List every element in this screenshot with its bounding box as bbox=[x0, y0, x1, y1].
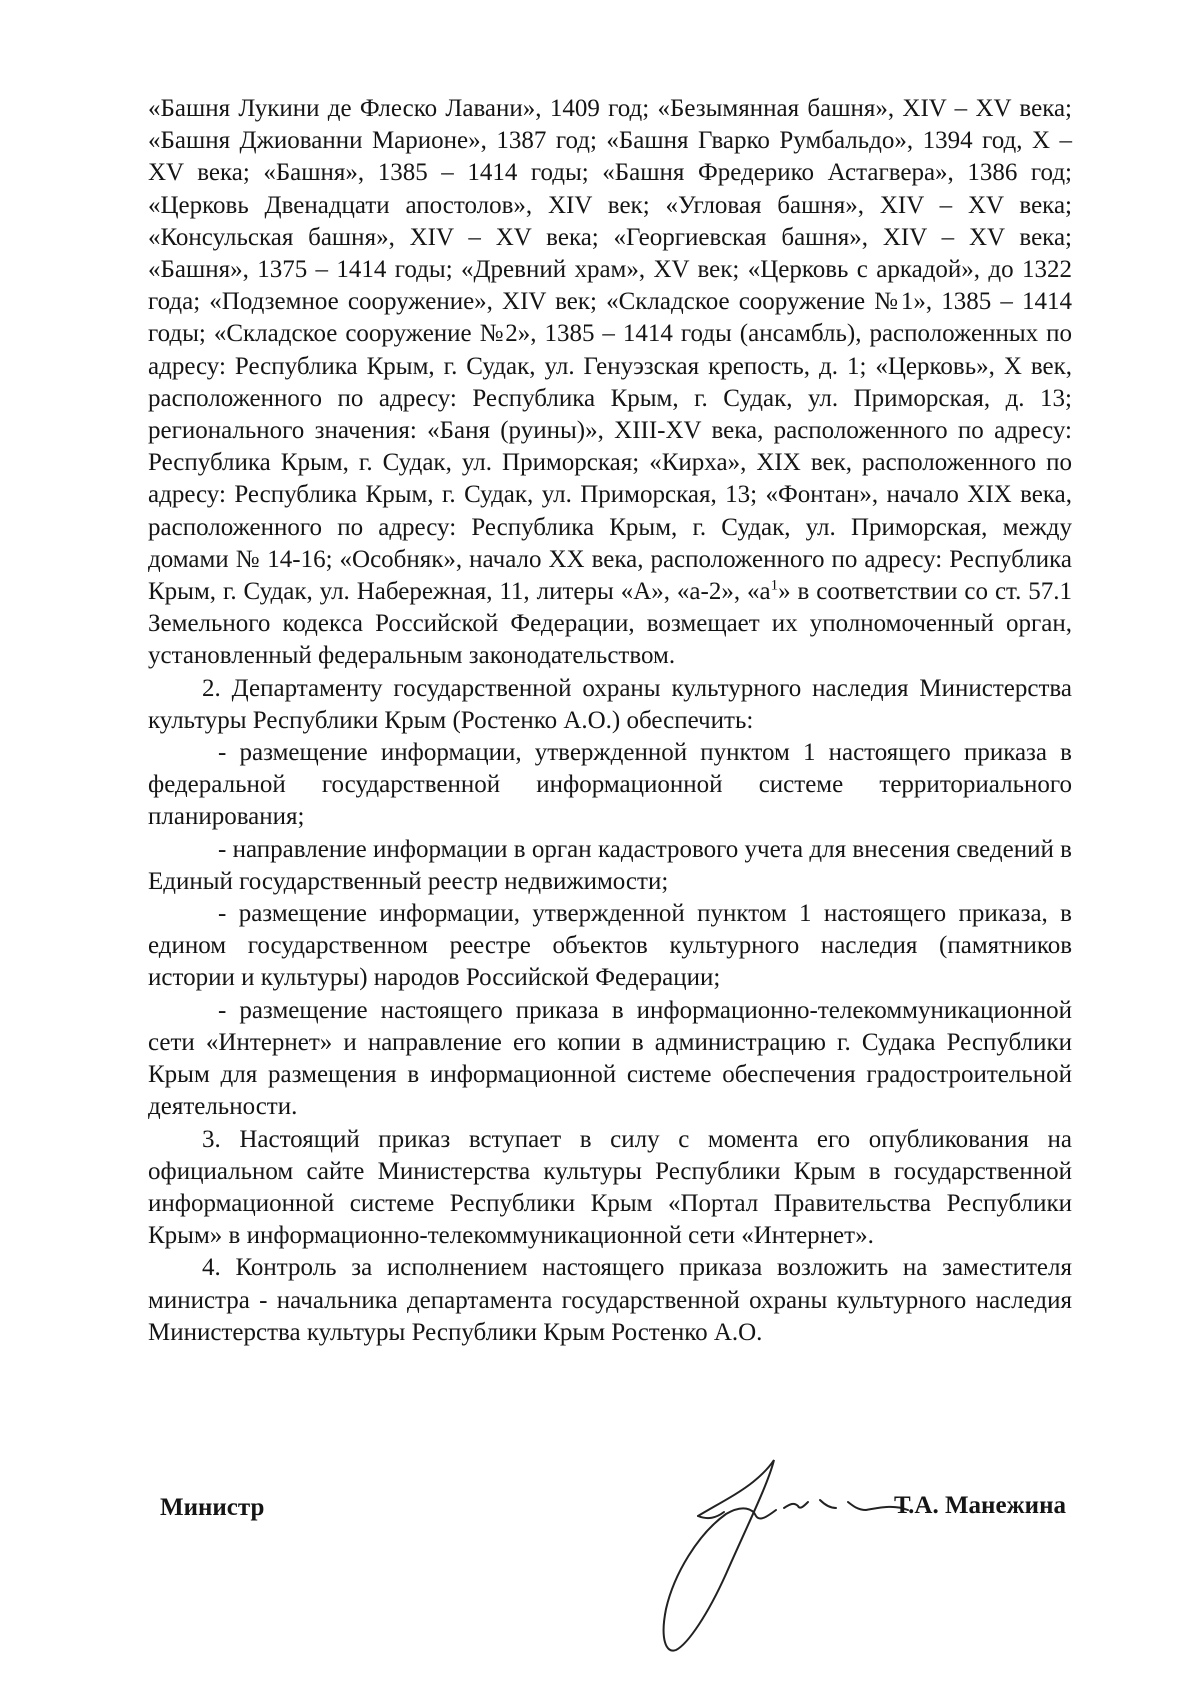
handwritten-signature bbox=[548, 1424, 1008, 1674]
signatory-position: Министр bbox=[160, 1494, 265, 1521]
paragraph-1-tail: » в соответствии со ст. 57.1 Земельного кодекса Российской Федерации, возмещает их уполномоченный орган, установленный федеральным законодательством. bbox=[148, 578, 1072, 670]
bullet-cadastral: - направление информации в орган кадастрового учета для внесения сведений в Единый государственный реестр недвижимости; bbox=[148, 835, 1072, 895]
bullet-internet: - размещение настоящего приказа в информационно-телекоммуникационной сети «Интернет» и направление его копии в администрацию г. Судака Республики Крым для размещения в информационной системе обеспечения градостроительной деятельности. bbox=[148, 996, 1072, 1121]
paragraph-3-effective: 3. Настоящий приказ вступает в силу с момента его опубликования на официальном сайте Министерства культуры Республики Крым в государственной информационной системе Республики Крым «Портал Правительства Республики Крым» в информационно-телекоммуникационной сети «Интернет». bbox=[148, 1125, 1072, 1250]
bullet-registry: - размещение информации, утвержденной пунктом 1 настоящего приказа, в едином государственном реестре объектов культурного наследия (памятников истории и культуры) народов Российской Федерации; bbox=[148, 900, 1072, 992]
superscript-1: 1 bbox=[770, 577, 779, 594]
paragraph-1-objects-list bbox=[148, 93, 1072, 673]
document-body bbox=[148, 93, 1072, 1349]
bullet-placement-info: - размещение информации, утвержденной пунктом 1 настоящего приказа в федеральной государственной информационной системе территориального планирования; bbox=[148, 739, 1072, 831]
paragraph-1-text: «Башня Лукини де Флеско Лавани», 1409 год; «Безымянная башня», XIV – XV века; «Башня Джиованни Марионе», 1387 год; «Башня Гварко Румбальдо», 1394 год, X – XV века; «Башня», 1385 – 1414 годы; «Башня Фредерико Астагвера», 1386 год; «Церковь Двенадцати апостолов», XIV век; «Угловая башня», XIV – XV века; «Консульская башня», XIV – XV века; «Георгиевская башня», XIV – XV века; «Башня», 1375 – 1414 годы; «Древний храм», XV век; «Церковь с аркадой», до 1322 года; «Подземное сооружение», XIV век; «Складское сооружение №1», 1385 – 1414 годы; «Складское сооружение №2», 1385 – 1414 годы (ансамбль), расположенных по адресу: Республика Крым, г. Судак, ул. Генуэзская крепость, д. 1; «Церковь», X век, расположенного по адресу: Республика Крым, г. Судак, ул. Приморская, д. 13; регионального значения: «Баня (руины)», XIII-XV века, расположенного по адресу: Республика Крым, г. Судак, ул. Приморская; «Кирха», XIX век, расположенного по адресу: Республика Крым, г. Судак, ул. Приморская, 13; «Фонтан», начало XIX века, расположенного по адресу: Республика Крым, г. Судак, ул. Приморская, между домами № 14-16; «Особняк», начало XX века, расположенного по адресу: Республика Крым, г. Судак, ул. Набережная, 11, литеры «А», «а-2», «а bbox=[148, 95, 1072, 606]
signatory-name: Т.А. Манежина bbox=[893, 1492, 1066, 1519]
signature-block bbox=[148, 1484, 1072, 1644]
paragraph-4-control: 4. Контроль за исполнением настоящего приказа возложить на заместителя министра - начальника департамента государственной охраны культурного наследия Министерства культуры Республики Крым Ростенко А.О. bbox=[148, 1254, 1072, 1346]
paragraph-2-department: 2. Департаменту государственной охраны культурного наследия Министерства культуры Республики Крым (Ростенко А.О.) обеспечить: bbox=[148, 674, 1072, 734]
